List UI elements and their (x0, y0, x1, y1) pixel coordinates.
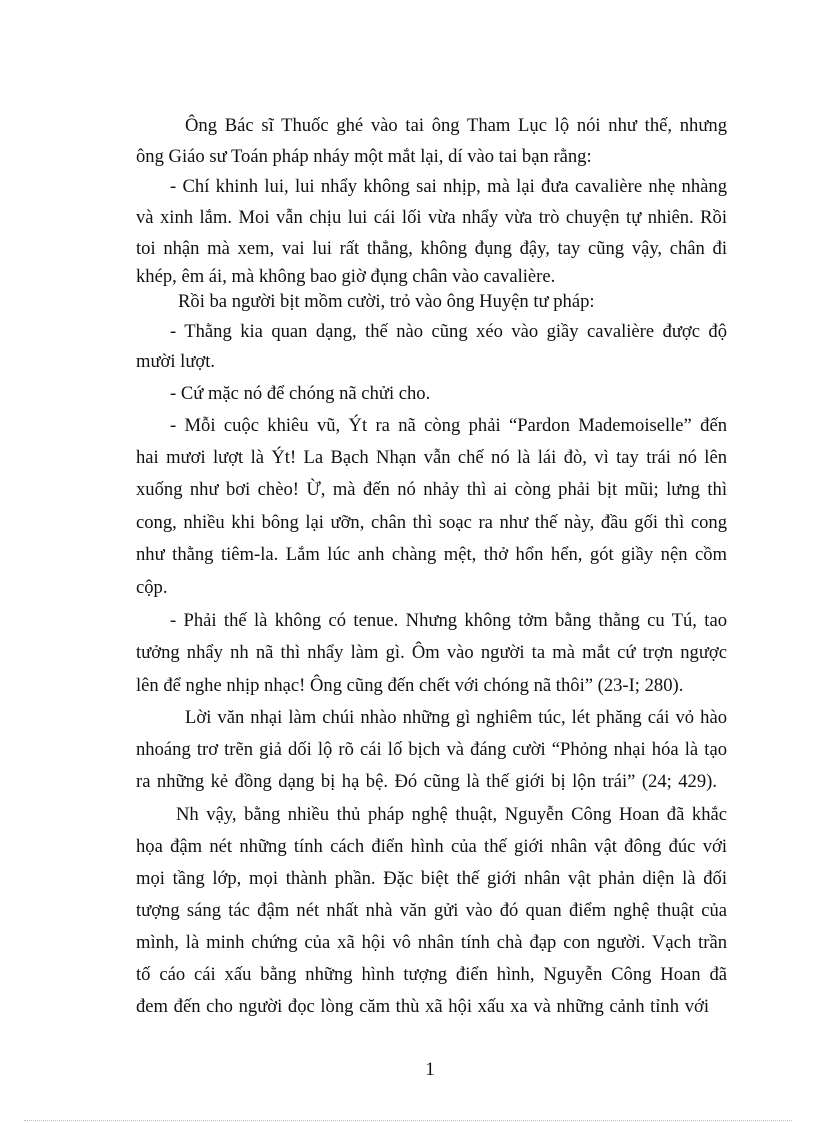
text-line: cộp. (136, 577, 168, 598)
text-line: ra những kẻ đồng dạng bị hạ bệ. Đó cũng là thế giới bị lộn trái” (24; 429). (136, 771, 717, 792)
text-line: mình, là minh chứng của xã hội vô nhân tính chà đạp con người. Vạch trần (136, 932, 727, 953)
text-line: xuống như bơi chèo! Ừ, mà đến nó nhảy thì ai còng phải bịt mũi; lưng thì (136, 479, 727, 500)
page-bottom-divider (24, 1120, 792, 1121)
text-line: khép, êm ái, mà không bao giờ đụng chân vào cavalière. (136, 266, 556, 287)
text-line: cong, nhiều khi bông lại ưỡn, chân thì soạc ra như thế này, đầu gối thì cong (136, 512, 727, 533)
text-line: mười lượt. (136, 351, 216, 372)
text-line: đem đến cho người đọc lòng căm thù xã hội xấu xa và những cảnh tỉnh với (136, 996, 709, 1017)
text-line: tố cáo cái xấu bằng những hình tượng điển hình, Nguyễn Công Hoan đã (136, 964, 727, 985)
text-line: - Phải thế là không có tenue. Nhưng không tởm bằng thằng cu Tú, tao (170, 610, 727, 631)
text-line: họa đậm nét những tính cách điển hình của thế giới nhân vật đông đúc với (136, 836, 727, 857)
text-line: và xinh lắm. Moi vẫn chịu lui cái lối vừa nhẩy vừa trò chuyện tự nhiên. Rồi (136, 207, 727, 228)
text-line: nhoáng trơ trẽn giả dối lộ rõ cái lố bịch và đáng cười “Phỏng nhại hóa là tạo (136, 739, 727, 760)
page-number: 1 (425, 1059, 435, 1080)
text-line: mọi tầng lớp, mọi thành phần. Đặc biệt thế giới nhân vật phản diện là đối (136, 868, 727, 889)
text-line: hai mươi lượt là Ýt! La Bạch Nhạn vẫn chế nó là lái đò, vì tay trái nó lên (136, 447, 727, 468)
text-line: Lời văn nhại làm chúi nhào những gì nghiêm túc, lét phăng cái vỏ hào (185, 707, 727, 728)
text-line: - Chí khinh lui, lui nhẩy không sai nhịp, mà lại đưa cavalière nhẹ nhàng (170, 176, 727, 197)
text-line: - Mỗi cuộc khiêu vũ, Ýt ra nã còng phải “Pardon Mademoiselle” đến (170, 415, 727, 436)
text-line: tưởng nhẩy nh nã thì nhẩy làm gì. Ôm vào người ta mà mắt cứ trợn ngược (136, 642, 727, 663)
text-line: lên để nghe nhịp nhạc! Ông cũng đến chết với chóng nã thôi” (23-I; 280). (136, 675, 684, 696)
text-line: tượng sáng tác đậm nét nhất nhà văn gửi vào đó quan điểm nghệ thuật của (136, 900, 727, 921)
text-line: ông Giáo sư Toán pháp nháy một mắt lại, dí vào tai bạn rằng: (136, 146, 592, 167)
text-line: Rồi ba người bịt mồm cười, trỏ vào ông Huyện tư pháp: (178, 291, 595, 312)
text-line: toi nhận mà xem, vai lui rất thẳng, không đụng đậy, tay cũng vậy, chân đi (136, 238, 727, 259)
text-line: Nh vậy, bằng nhiều thủ pháp nghệ thuật, Nguyễn Công Hoan đã khắc (176, 804, 727, 825)
text-line: - Cứ mặc nó để chóng nã chửi cho. (170, 383, 431, 404)
text-line: như thằng tiêm-la. Lắm lúc anh chàng mệt, thở hổn hển, gót giầy nện cồm (136, 544, 727, 565)
text-line: - Thằng kia quan dạng, thế nào cũng xéo vào giầy cavalière được độ (170, 321, 727, 342)
text-line: Ông Bác sĩ Thuốc ghé vào tai ông Tham Lục lộ nói như thế, nhưng (185, 115, 727, 136)
